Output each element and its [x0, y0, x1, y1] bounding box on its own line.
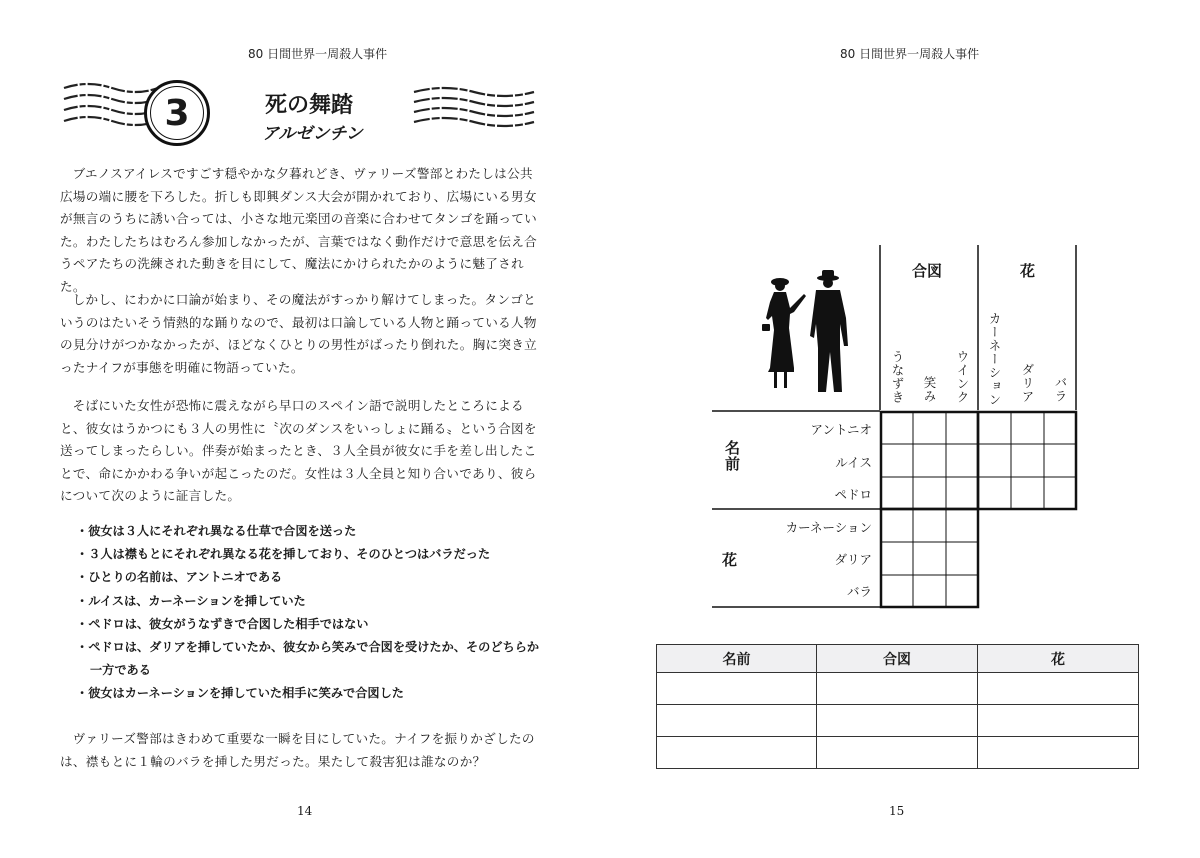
answer-table-header — [657, 645, 1139, 673]
paragraph-testimony — [60, 395, 542, 508]
paragraph-intro — [60, 163, 542, 298]
answer-cell[interactable] — [817, 737, 978, 769]
row-item-rose: バラ — [846, 584, 872, 599]
table-row — [657, 705, 1139, 737]
clue-list — [76, 520, 546, 706]
col-item-rose: バラ — [1053, 376, 1068, 403]
clue-item: ・ ペドロは、彼女がうなずきで合図した相手ではない — [76, 613, 546, 636]
col-item-wink: ウインク — [955, 350, 970, 404]
running-head: 80 日間世界一周殺人事件 — [840, 47, 980, 61]
clue-item: ・ 彼女は３人にそれぞれ異なる仕草で合図を送った — [76, 520, 546, 543]
col-item-carnation: カーネーション — [987, 312, 1002, 407]
chapter-subtitle: アルゼンチン — [262, 124, 363, 144]
col-group-signal-label: 合図 — [912, 262, 943, 280]
answer-header-flower: 花 — [978, 645, 1139, 673]
answer-header-signal: 合図 — [817, 645, 978, 673]
paragraph-4: ヴァリーズ警部はきわめて重要な一瞬を目にしていた。ナイフを振りかざしたのは、襟もとに１輪のバラを挿した男だった。果たして殺害犯は誰なのか？ — [60, 731, 535, 769]
clue-item: ・ ３人は襟もとにそれぞれ異なる花を挿しており、そのひとつはバラだった — [76, 543, 546, 566]
chapter-title: 死の舞踏 — [265, 93, 354, 118]
row-item-carnation: カーネーション — [785, 520, 872, 535]
answer-cell[interactable] — [978, 737, 1139, 769]
chapter-number-badge: 3 — [144, 80, 210, 146]
col-item-smile: 笑み — [922, 376, 937, 403]
paragraph-1: ブエノスアイレスですごす穏やかな夕暮れどき、ヴァリーズ警部とわたしは公共広場の端に腰を下ろした。折しも即興ダンス大会が開かれており、広場にいる男女が無言のうちに誘い合っては、小さな地元楽団の音楽に合わせてタンゴを踊っていた。わたしたちはむろん参加しなかったが、言葉ではなく動作だけで意思を伝え合うペアたちの洗練された動きを目にして、魔法にかけられたかのように魅了された。 — [60, 166, 538, 294]
paragraph-3: そばにいた女性が恐怖に震えながら早口のスペイン語で説明したところによると、彼女はうかつにも３人の男性に〝次のダンスをいっしょに踊る〟という合図を送ってしまったらしい。伴奏が始まったとき、３人全員が彼女に手を差し出したことで、命にかかわる争いが起こったのだ。女性は３人全員と知り合いであり、彼らについて次のように証言した。 — [60, 398, 537, 503]
postmark-lines-right-icon — [412, 84, 536, 132]
col-item-dahlia: ダリア — [1020, 363, 1035, 404]
clue-item: ・ ひとりの名前は、アントニオである — [76, 566, 546, 589]
answer-cell[interactable] — [817, 673, 978, 705]
row-item-pedro: ペドロ — [834, 487, 872, 502]
clue-item: ・ 彼女はカーネーションを挿していた相手に笑みで合図した — [76, 682, 546, 705]
answer-cell[interactable] — [978, 705, 1139, 737]
answer-cell[interactable] — [978, 673, 1139, 705]
answer-cell[interactable] — [657, 737, 817, 769]
row-group-flower-label: 花 — [722, 551, 738, 569]
table-row — [657, 737, 1139, 769]
row-group-name-label: 名前 — [723, 440, 741, 472]
col-item-nod: うなずき — [890, 350, 905, 404]
clue-item: ・ ルイスは、カーネーションを挿していた — [76, 590, 546, 613]
running-head: 80 日間世界一周殺人事件 — [248, 47, 388, 61]
answer-cell[interactable] — [817, 705, 978, 737]
paragraph-argument — [60, 289, 542, 379]
paragraph-2: しかし、にわかに口論が始まり、その魔法がすっかり解けてしまった。タンゴというのはたいそう情熱的な踊りなので、最初は口論している人物と踊っている人物の見分けがつかなかったが、ほどなくひとりの男性がばったり倒れた。胸に突き立ったナイフが事態を明確に物語っていた。 — [60, 292, 538, 375]
row-item-dahlia: ダリア — [834, 552, 872, 567]
page-number: 15 — [889, 804, 905, 818]
answer-table — [656, 644, 1139, 769]
row-item-antonio: アントニオ — [810, 422, 872, 437]
row-item-luis: ルイス — [835, 455, 872, 470]
answer-cell[interactable] — [657, 705, 817, 737]
page-number: 14 — [297, 804, 313, 818]
col-group-flower-label: 花 — [1020, 262, 1036, 280]
paragraph-question — [60, 728, 542, 773]
answer-cell[interactable] — [657, 673, 817, 705]
clue-item: ・ ペドロは、ダリアを挿していたか、彼女から笑みで合図を受けたか、そのどちらか一方である — [76, 636, 546, 682]
table-row — [657, 673, 1139, 705]
answer-header-name: 名前 — [657, 645, 817, 673]
